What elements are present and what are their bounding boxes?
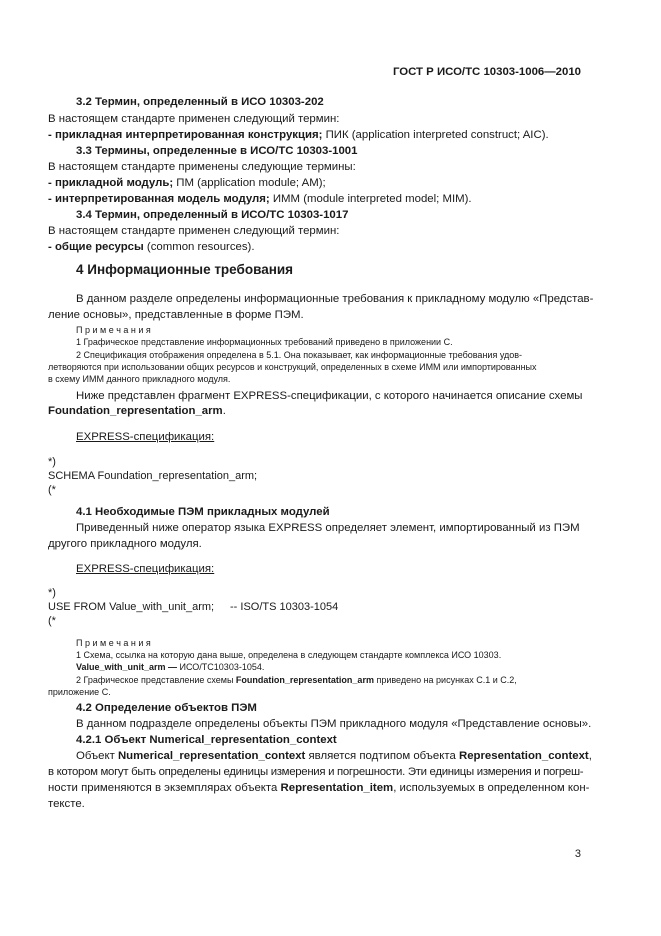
term-common-resources	[48, 240, 579, 255]
term-am-def: ПМ (application module; AM);	[173, 177, 326, 189]
s421-l3-text2: , используемых в определенном кон-	[393, 782, 590, 794]
s421-line4: тексте.	[48, 798, 85, 810]
term-cr-def: (common resources).	[143, 241, 255, 253]
s41-note2-text2: приведено на рисунках С.1 и С.2,	[373, 675, 517, 685]
s41-para-line1: Приведенный ниже оператор языка EXPRESS определяет элемент, импортированный из ПЭМ	[76, 522, 580, 534]
page-number: 3	[574, 848, 581, 860]
s41-note1-ref	[76, 661, 579, 673]
s421-line2: в котором могут быть определены единицы измерения и погрешности. Эти единицы измерения и погреш-	[48, 766, 584, 778]
s4-code-line2: SCHEMA Foundation_representation_arm;	[48, 470, 258, 482]
section-3-2-intro: В настоящем стандарте применен следующий термин:	[48, 113, 340, 125]
s41-notes-heading: П р и м е ч а н и я	[76, 638, 151, 648]
entity-numerical-representation-context: Numerical_representation_context	[117, 750, 306, 762]
s4-code-line1: *)	[48, 456, 56, 468]
s421-l3-text1: ности применяются в экземплярах объекта	[48, 782, 281, 794]
section-3-3-intro: В настоящем стандарте применены следующие термины:	[48, 161, 356, 173]
s421-line3	[48, 781, 590, 796]
s421-line1	[76, 749, 592, 764]
section-3-4-title: 3.4 Термин, определенный в ИСО/ТС 10303-1017	[76, 209, 349, 221]
s4-para1-line2: ление основы», представленные в форме ПЭМ.	[48, 309, 304, 321]
term-aic-def: ПИК (application interpreted construct; AIC).	[322, 129, 549, 141]
section-3-2-title: 3.2 Термин, определенный в ИСО 10303-202	[76, 96, 324, 108]
section-3-4-intro: В настоящем стандарте применен следующий термин:	[48, 225, 340, 237]
entity-representation-item: Representation_item	[280, 782, 394, 794]
term-am-name: - прикладной модуль;	[48, 177, 174, 189]
section-4-2-1-title: 4.2.1 Объект Numerical_representation_context	[76, 734, 337, 746]
s4-notes-heading: П р и м е ч а н и я	[76, 325, 151, 335]
term-mim-def: ИММ (module interpreted model; MIM).	[269, 193, 472, 205]
s4-express-label: EXPRESS-спецификация:	[76, 431, 215, 443]
entity-representation-context: Representation_context	[458, 750, 589, 762]
s41-note2-text1: 2 Графическое представление схемы	[76, 675, 236, 685]
schema-name: Foundation_representation_arm	[48, 405, 223, 417]
s4-para1-line1: В данном разделе определены информационные требования к прикладному модулю «Представ-	[76, 293, 594, 305]
s41-note2-line1	[76, 674, 579, 686]
s41-para-line2: другого прикладного модуля.	[48, 538, 202, 550]
s41-comment: -- ISO/TS 10303-1054	[230, 601, 339, 613]
s41-note1: 1 Схема, ссылка на которую дана выше, определена в следующем стандарте комплекса ИСО 10303.	[76, 650, 502, 660]
s4-para2-line1: Ниже представлен фрагмент EXPRESS-спецификации, с которого начинается описание схемы	[76, 390, 583, 402]
s4-para2-line2	[48, 404, 579, 419]
s4-note1: 1 Графическое представление информационных требований приведено в приложении С.	[76, 337, 453, 347]
term-mim-name: - интерпретированная модель модуля;	[48, 193, 270, 205]
s421-l1-text1: Объект	[76, 750, 118, 762]
s421-l1-text3: ,	[588, 750, 592, 762]
term-cr-name: - общие ресурсы	[48, 241, 144, 253]
s4-note2-line3: в схему ИММ данного прикладного модуля.	[48, 374, 231, 384]
term-mim	[48, 192, 579, 207]
s41-express-label: EXPRESS-спецификация:	[76, 563, 215, 575]
s41-note2-line2: приложение С.	[48, 687, 111, 697]
document-header: ГОСТ Р ИСО/ТС 10303-1006—2010	[392, 66, 581, 78]
s41-note2-schema: Foundation_representation_arm	[235, 675, 374, 685]
s41-note1-schema: Value_with_unit_arm —	[76, 662, 178, 672]
section-4-1-title: 4.1 Необходимые ПЭМ прикладных модулей	[76, 506, 330, 518]
s41-code-line1: *)	[48, 587, 56, 599]
s42-para: В данном подразделе определены объекты ПЭМ прикладного модуля «Представление основы».	[76, 718, 592, 730]
s41-code-line2	[48, 600, 339, 614]
section-3-3-title: 3.3 Термины, определенные в ИСО/ТС 10303-1001	[76, 145, 358, 157]
s41-note1-standard: ИСО/ТС10303-1054.	[177, 662, 265, 672]
term-aic	[48, 128, 579, 143]
section-4-2-title: 4.2 Определение объектов ПЭМ	[76, 702, 257, 714]
s4-code-line3: (*	[48, 484, 56, 496]
section-4-title: 4 Информационные требования	[76, 262, 294, 277]
term-aic-name: - прикладная интерпретированная конструкция;	[48, 129, 323, 141]
s4-para2-period: .	[222, 405, 226, 417]
s41-code-line3: (*	[48, 615, 56, 627]
s4-note2-line1: 2 Спецификация отображения определена в 5.1. Она показывает, как информационные требования удов-	[76, 350, 523, 360]
term-am	[48, 176, 579, 191]
s4-note2-line2: летворяются при использовании общих ресурсов и конструкций, определенных в схеме ИММ или импортированных	[48, 362, 537, 372]
s41-use-from: USE FROM Value_with_unit_arm;	[48, 601, 215, 613]
s421-l1-text2: является подтипом объекта	[305, 750, 459, 762]
